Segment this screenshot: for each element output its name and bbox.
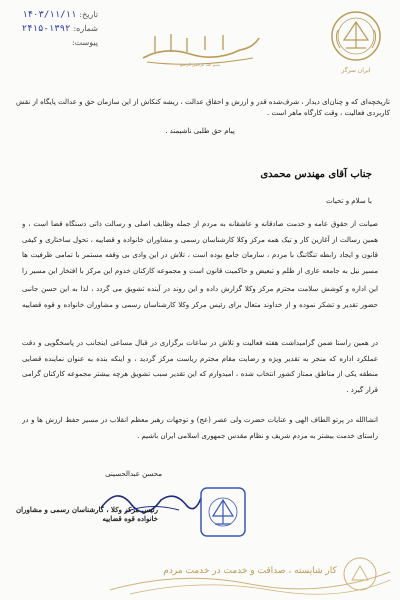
- body-paragraph-2: این اداره و کوشش سلامت محترم مرکز وکلا گزارش داده و این روند در آینده تشویق می گردد ، لذا به این حسن جانبی حضور تقدیر و تشکر نموده و از خداوند متعال برای رئیس مرکز وکلا کارشناسان رسمی و مشاوران خانواده و قوه قضاییه: [22, 285, 378, 309]
- date-row: [8, 8, 98, 22]
- organization-name: ایران سرگز: [341, 67, 371, 74]
- organization-emblem: [322, 8, 390, 80]
- attachment-row: [8, 36, 98, 50]
- letter-meta: [8, 8, 98, 50]
- greeting: با سلام و تحیات: [326, 197, 372, 205]
- number-row: [8, 22, 98, 36]
- signatory-name: محسن عبدالحسینی: [105, 470, 162, 478]
- recipient: جناب آقای مهندس محمدی: [260, 169, 372, 180]
- attachment-label: پیوست:: [71, 38, 98, 47]
- signatory-title: رئیس مرکز وکلا ، کارشناسان رسمی و مشاوران خانواده قوه قضاییه: [16, 505, 158, 523]
- bismillah-calligraphy: [135, 28, 265, 68]
- date-label: تاریخ:: [79, 10, 98, 19]
- body-paragraph-1: صیانت از حقوق عامه و خدمت صادقانه و عاشقانه به مردم از جمله وظایف اصلی و رسالت ذاتی دستگاه قضا است ، و همین رسالت از آغازین کار و تیک همه مرکز وکلا کارشناسان رسمی و مشاوران خانواده و قضاییه ، تحول ساختاری و کیفی قانون و ایجاد رابطه تنگاتنگ با مردم ، سازمان جامع بوده است ، تلاش در این وادی بی وقفه مستمر با تمامی ظرفیت ها مسیر نیل به جامعه عاری از ظلم و تبعیض و حاکمیت قانون است و مجموعه کارکنان خدوم این مرکز با افتخار این مسیر را: [22, 220, 378, 275]
- number-label: شماره:: [73, 24, 98, 33]
- body-paragraph-4: انشاالله در پرتو الطاف الهی و عنایات حضرت ولی عصر (عج) و توجهات رهبر معظم انقلاب در مسیر حفظ ارزش ها و در راستای خدمت بیشتر به مردم شریف و نظام مقدس جمهوری اسلامی ایران باشیم .: [22, 416, 378, 440]
- body-paragraph-3: در همین راستا ضمن گرامیداشت هفته فعالیت و تلاش در ساعات برگزاری در قبال مساعی اینجانب در پاسخگویی و دقت عملکرد اداره که منجر به تقدیر ویژه و رضایت مقام محترم ریاست مرکز گردید ، و اینکه بنده به عنوان نماینده قضایی منطقه یکی از مناطق ممتاز کشور انتخاب شده ، امیدوارم که این تقدیر سبب تشویق هرچه بیشتر مجموعه کارکنان گرامی قرار گیرد .: [22, 339, 378, 394]
- intro-line-1: تاریخچه‌ای که و چنان‌ای دیدار ، شرف‌شده قدر و ارزش و احقاق عدالت ، ریشه کنکاش از این سازمان حق و عدالت پایگاه از نقش کاربردی فعالیت ، وقت کارگاه ماهر است .: [15, 98, 390, 117]
- footer-motto: کار شایسته ، صداقت و خدمت در خدمت مردم: [163, 566, 337, 576]
- bismillah-text: بسم الله الرحمن الرحیم: [179, 62, 221, 67]
- number-value: ۲۴۱۵-۱۳۹۲: [21, 24, 71, 34]
- date-value: ۱۴۰۳/۱۱/۱۱: [22, 10, 77, 20]
- intro-line-2: پیام حق طلبی ناشیمند .: [165, 127, 235, 135]
- official-seal: [193, 484, 253, 542]
